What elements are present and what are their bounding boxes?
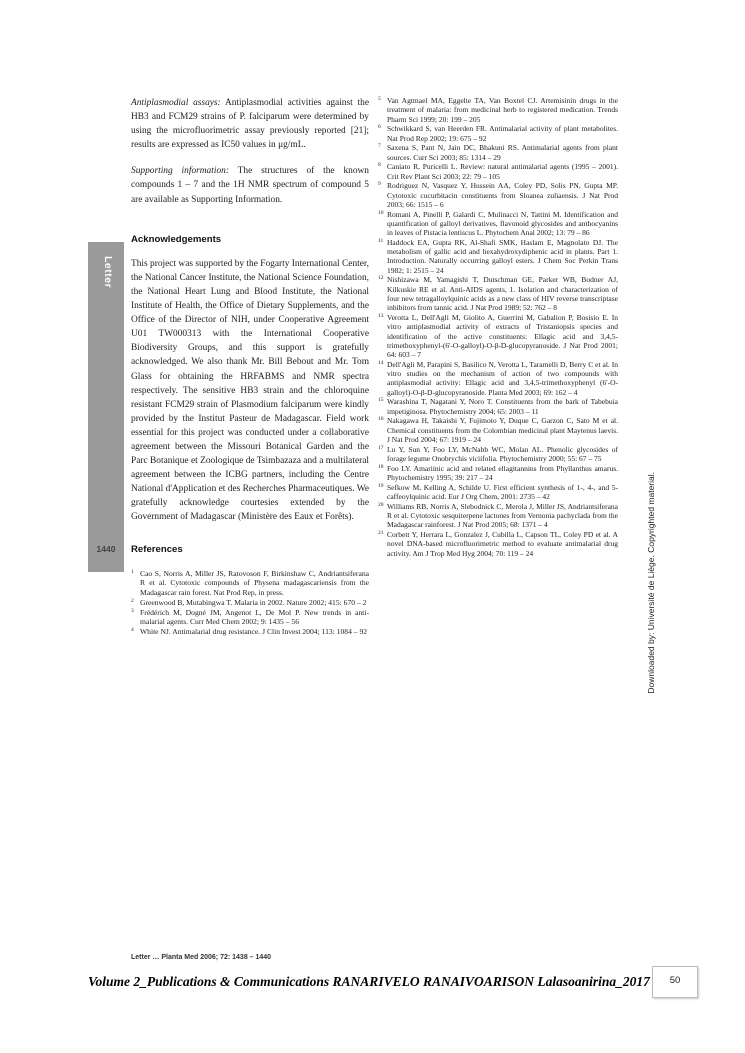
reference-item: 11 Haddock EA, Gupta RK, Al-Shafi SMK, Haslam E, Magnolato DJ. The metabolism of gallic acid and hexahydroxydiphenic acid in plants. Part 1. Introduction. Naturally occurring galloyl esters. J Chem Soc Perkin Trans 1982; 1: 2515 – 24 [378,237,618,275]
reference-item: 8 Caniato R, Puricelli L. Review: natural antimalarial agents (1995 – 2001). Crit Rev Plant Sci 2003; 22: 79 – 105 [378,162,618,181]
acknowledgements-heading: Acknowledgements [131,233,222,245]
reference-item: 17 Lu Y, Sun Y, Foo LY, McNabb WC, Molan AL. Phenolic glycosides of forage legume Onobrychis viciifolia. Phytochemistry 2000; 55: 67 – 75 [378,444,618,463]
download-watermark [646,472,660,694]
journal-page-number: 1440 [96,544,116,554]
acknowledgements-text: This project was supported by the Fogarty International Center, the National Cancer Institute, the National Science Foundation, the National Heart Lung and Blood Institute, the National Institute of Health, the Office of Dietary Supplements, and the Office of the Director of NIH, under Cooperative Agreement U01 TW000313 with the International Cooperative Biodiversity Groups, and this support is gratefully acknowledged. We also thank Mr. Bill Bebout and Mr. Tom Glass for obtaining the HRFABMS and NMR spectra respectively. The sensitive HB3 strain and the chloroquine resistant FCM29 strain of Plasmodium falciparum were kindly provided by the Institut Pasteur de Madagascar. Field work essential for this project was conducted under a collaborative agreement between the Missouri Botanical Garden and the Parc Botanique et Zoologique de Tsimbazaza and a multilateral agreement between the ICBG partners, including the Centre National d'Application et des Recherches Pharmaceutiques. We gratefully acknowledge courtesies extended by the Government of Madagascar (Ministère des Eaux et Forêts). [131,258,369,523]
assays-label: Antiplasmodial assays: [131,98,221,108]
left-reference-list [131,569,369,637]
reference-item: 6 Schwikkard S, van Heerden FR. Antimalarial activity of plant metabolites. Nat Prod Rep 2002; 19: 675 – 92 [378,124,618,143]
reference-item: 14 Dell'Agli M, Parapini S, Basilico N, Verotta L, Taramelli D, Berry C et al. In vitro studies on the mechanism of action of two compounds with antiplasmodial activity: Ellagic acid and 3,4,5-trimethoxyphenyl (6'-O-galloyl)-O-β-D-glucopyranoside. Planta Med 2003; 69: 162 – 4 [378,359,618,397]
references-heading: References [131,543,183,555]
reference-item: 20 Williams RB, Norris A, Slebodnick C, Merola J, Miller JS, Andriantsiferana R et al. Cytotoxic sesquiterpene lactones from Vernonia pachyclada from the Madagascar rainforest. J Nat Prod 2005; 68: 1371 – 4 [378,501,618,530]
footer-citation: Letter … Planta Med 2006; 72: 1438 – 1440 [131,954,272,961]
right-reference-list [378,96,618,558]
volume-caption: Volume 2_Publications & Communications RANARIVELO RANAIVOARISON Lalasoanirina_2017 [88,974,650,989]
watermark-text: Downloaded by: Université de Liège. Copyrighted material. [646,472,656,694]
left-column [131,96,369,637]
assays-text: Antiplasmodial activities against the HB3 and FCM29 strains of P. falciparum were determined by using the microfluorimetric assay previously reported [21]; results are expressed as IC50 values in μg/mL. [131,98,369,151]
reference-item: 10 Romani A, Pinelli P, Galardi C, Mulinacci N, Tattini M. Identification and quantification of galloyl derivatives, flavonoid glycosides and anthocyanins in leaves of Pistacia lentiscus L. Phytochem Anal 2002; 13: 79 – 86 [378,209,618,238]
reference-item: 21 Corbett Y, Herrara L, Gonzalez J, Cubilla L, Capson TL, Coley PD et al. A novel DNA-based microfluorimetric method to evaluate antimalarial drug activity. Am J Trop Med Hyg 2004; 70: 119 – 24 [378,529,618,558]
reference-item: 18 Foo LY. Amariinic acid and related ellagitannins from Phyllanthus amarus. Phytochemistry 1995; 39: 217 – 24 [378,463,618,482]
reference-item: 19 Sefkow M, Kelling A, Schilde U. First efficient synthesis of 1-, 4-, and 5-caffeoylquinic acid. Eur J Org Chem, 2001: 2735 – 42 [378,482,618,501]
reference-item: 7 Saxena S, Pant N, Jain DC, Bhakuni RS. Antimalarial agents from plant sources. Curr Sci 2003; 85: 1314 – 29 [378,143,618,162]
reference-item: 3 Frédérich M, Dogné JM, Angenot L, De Mol P. New trends in anti-malarial agents. Curr Med Chem 2002; 9: 1435 – 56 [131,607,369,627]
reference-item: 2 Greenwood B, Mutabingwa T. Malaria in 2002. Nature 2002; 415: 670 – 2 [131,597,367,607]
reference-item: 9 Rodriguez N, Vasquez Y, Hussein AA, Coley PD, Solis PN, Gupta MP. Cytotoxic cucurbitacin constituents from Sloanea zuliaensis. J Nat Prod 2003; 66: 1515 – 6 [378,181,618,209]
reference-item: 15 Warashina T, Nagatani Y, Noro T. Constituents from the bark of Tabebuia impetiginosa. Phytochemistry 2004; 65: 2003 – 11 [378,397,618,416]
reference-item: 5 Van Agtmael MA, Eggelte TA, Van Boxtel CJ. Artemisinin drugs in the treatment of malaria: from medicinal herb to registered medication. Trends Pharm Sci 1999; 20: 199 – 205 [378,96,618,124]
supporting-label: Supporting information: [131,166,229,177]
reference-item: 13 Verotta L, Dell'Agli M, Giolito A, Guerrini M, Gabalion P, Bosisio E. In vitro antiplasmodial activity of extracts of Tristaniopsis species and identification of the active constituents: Ellagic acid and 3,4,5-trimethoxyphenyl-(6'-O-galloyl)-O-β-D-glucopyranoside. J Nat Prod 2001; 64: 603 – 7 [378,312,618,360]
supporting-paragraph [131,164,369,206]
section-side-tab [88,242,124,572]
assays-paragraph [131,96,369,152]
supporting-text: The structures of the known compounds 1 – 7 and the 1H NMR spectrum of compound 5 are available as Supporting Information. [131,166,369,205]
section-label: Letter [102,256,114,289]
reference-item: 1 Cao S, Norris A, Miller JS, Ratovoson F, Birkinshaw C, Andriantsiferana R et al. Cytotoxic compounds of Physena madagascariensis from the Madagascar rain forest. Nat Prod Rep, in press. [131,568,369,597]
reference-item: 16 Nakagawa H, Takaishi Y, Fujimoto Y, Duque C, Garzon C, Sato M et al. Chemical constituents from the Colombian medicinal plant Maytenus laevis. J Nat Prod 2004; 67: 1919 – 24 [378,416,618,444]
reference-item: 4 White NJ. Antimalarial drug resistance. J Clin Invest 2004; 113: 1084 – 92 [131,627,368,637]
sheet-page-number: 50 [652,966,698,998]
reference-item: 12 Nishizawa M, Yamagishi T, Dutschman GE, Parker WB, Bodner AJ, Kilkuskie RE et al. Anti-AIDS agents, 1. Isolation and characterization of four new tetragalloylquinic acids as a new class of HIV reverse transcriptase inhibitors from tannic acid. J Nat Prod 1989; 52: 762 – 8 [378,275,618,313]
